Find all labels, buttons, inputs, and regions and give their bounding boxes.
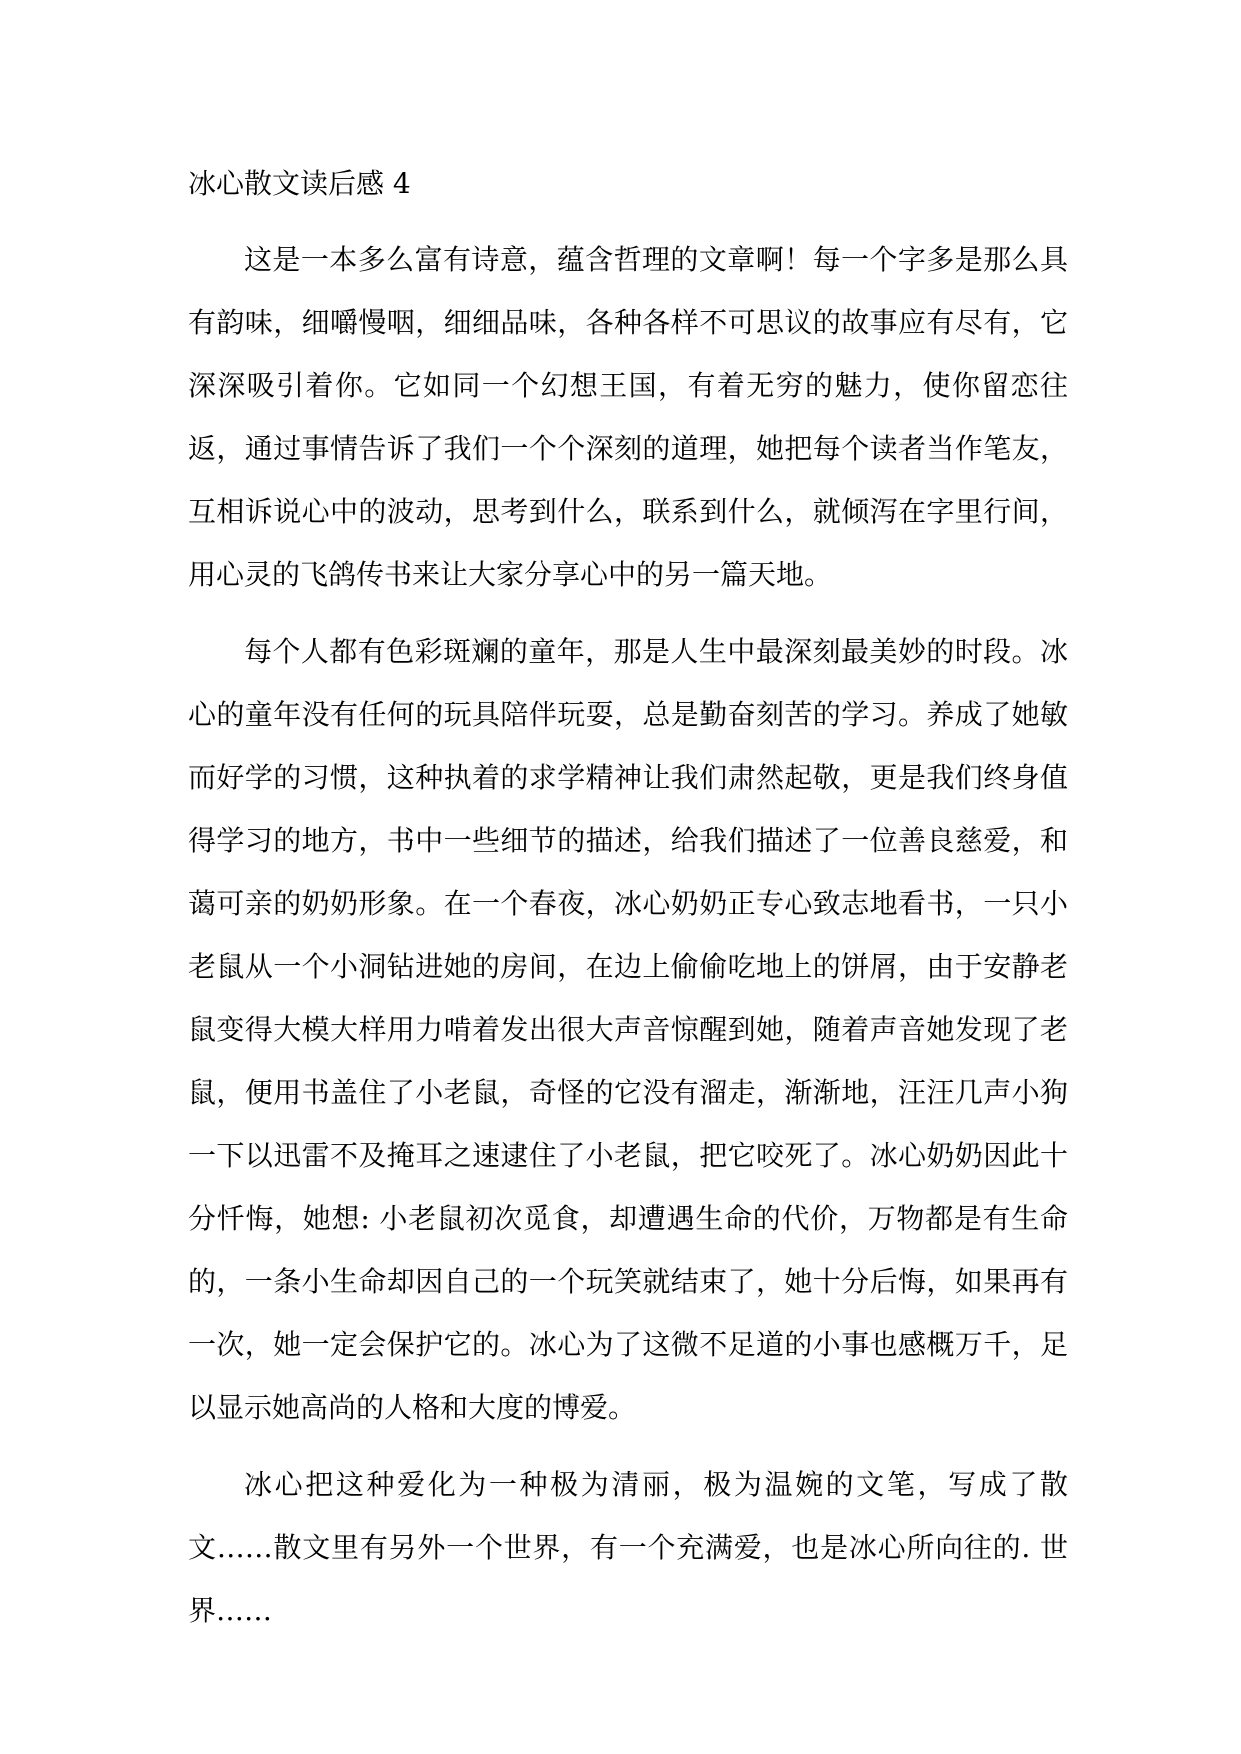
paragraph-3: 冰心把这种爱化为一种极为清丽，极为温婉的文笔，写成了散文……散文里有另外一个世界，有一个充满爱，也是冰心所向往的. 世界……	[188, 1468, 1068, 1627]
document-title: 冰心散文读后感 4	[188, 167, 411, 200]
paragraph-2: 每个人都有色彩斑斓的童年，那是人生中最深刻最美妙的时段。冰心的童年没有任何的玩具陪伴玩耍，总是勤奋刻苦的学习。养成了她敏而好学的习惯，这种执着的求学精神让我们肃然起敬，更是我们终身值得学习的地方，书中一些细节的描述，给我们描述了一位善良慈爱，和蔼可亲的奶奶形象。在一个春夜，冰心奶奶正专心致志地看书，一只小老鼠从一个小洞钻进她的房间，在边上偷偷吃地上的饼屑，由于安静老鼠变得大模大样用力啃着发出很大声音惊醒到她，随着声音她发现了老鼠，便用书盖住了小老鼠，奇怪的它没有溜走，渐渐地，汪汪几声小狗一下以迅雷不及掩耳之速逮住了小老鼠，把它咬死了。冰心奶奶因此十分忏悔，她想: 小老鼠初次觅食，却遭遇生命的代价，万物都是有生命的，一条小生命却因自己的一个玩笑就结束了，她十分后悔，如果再有一次，她一定会保护它的。冰心为了这微不足道的小事也感概万千，足以显示她高尚的人格和大度的博爱。	[188, 635, 1068, 1424]
paragraph-1: 这是一本多么富有诗意，蕴含哲理的文章啊！每一个字多是那么具有韵味，细嚼慢咽，细细品味，各种各样不可思议的故事应有尽有，它深深吸引着你。它如同一个幻想王国，有着无穷的魅力，使你留恋往返，通过事情告诉了我们一个个深刻的道理，她把每个读者当作笔友，互相诉说心中的波动，思考到什么，联系到什么，就倾泻在字里行间，用心灵的飞鸽传书来让大家分享心中的另一篇天地。	[188, 243, 1068, 591]
document-body	[188, 160, 1068, 1656]
